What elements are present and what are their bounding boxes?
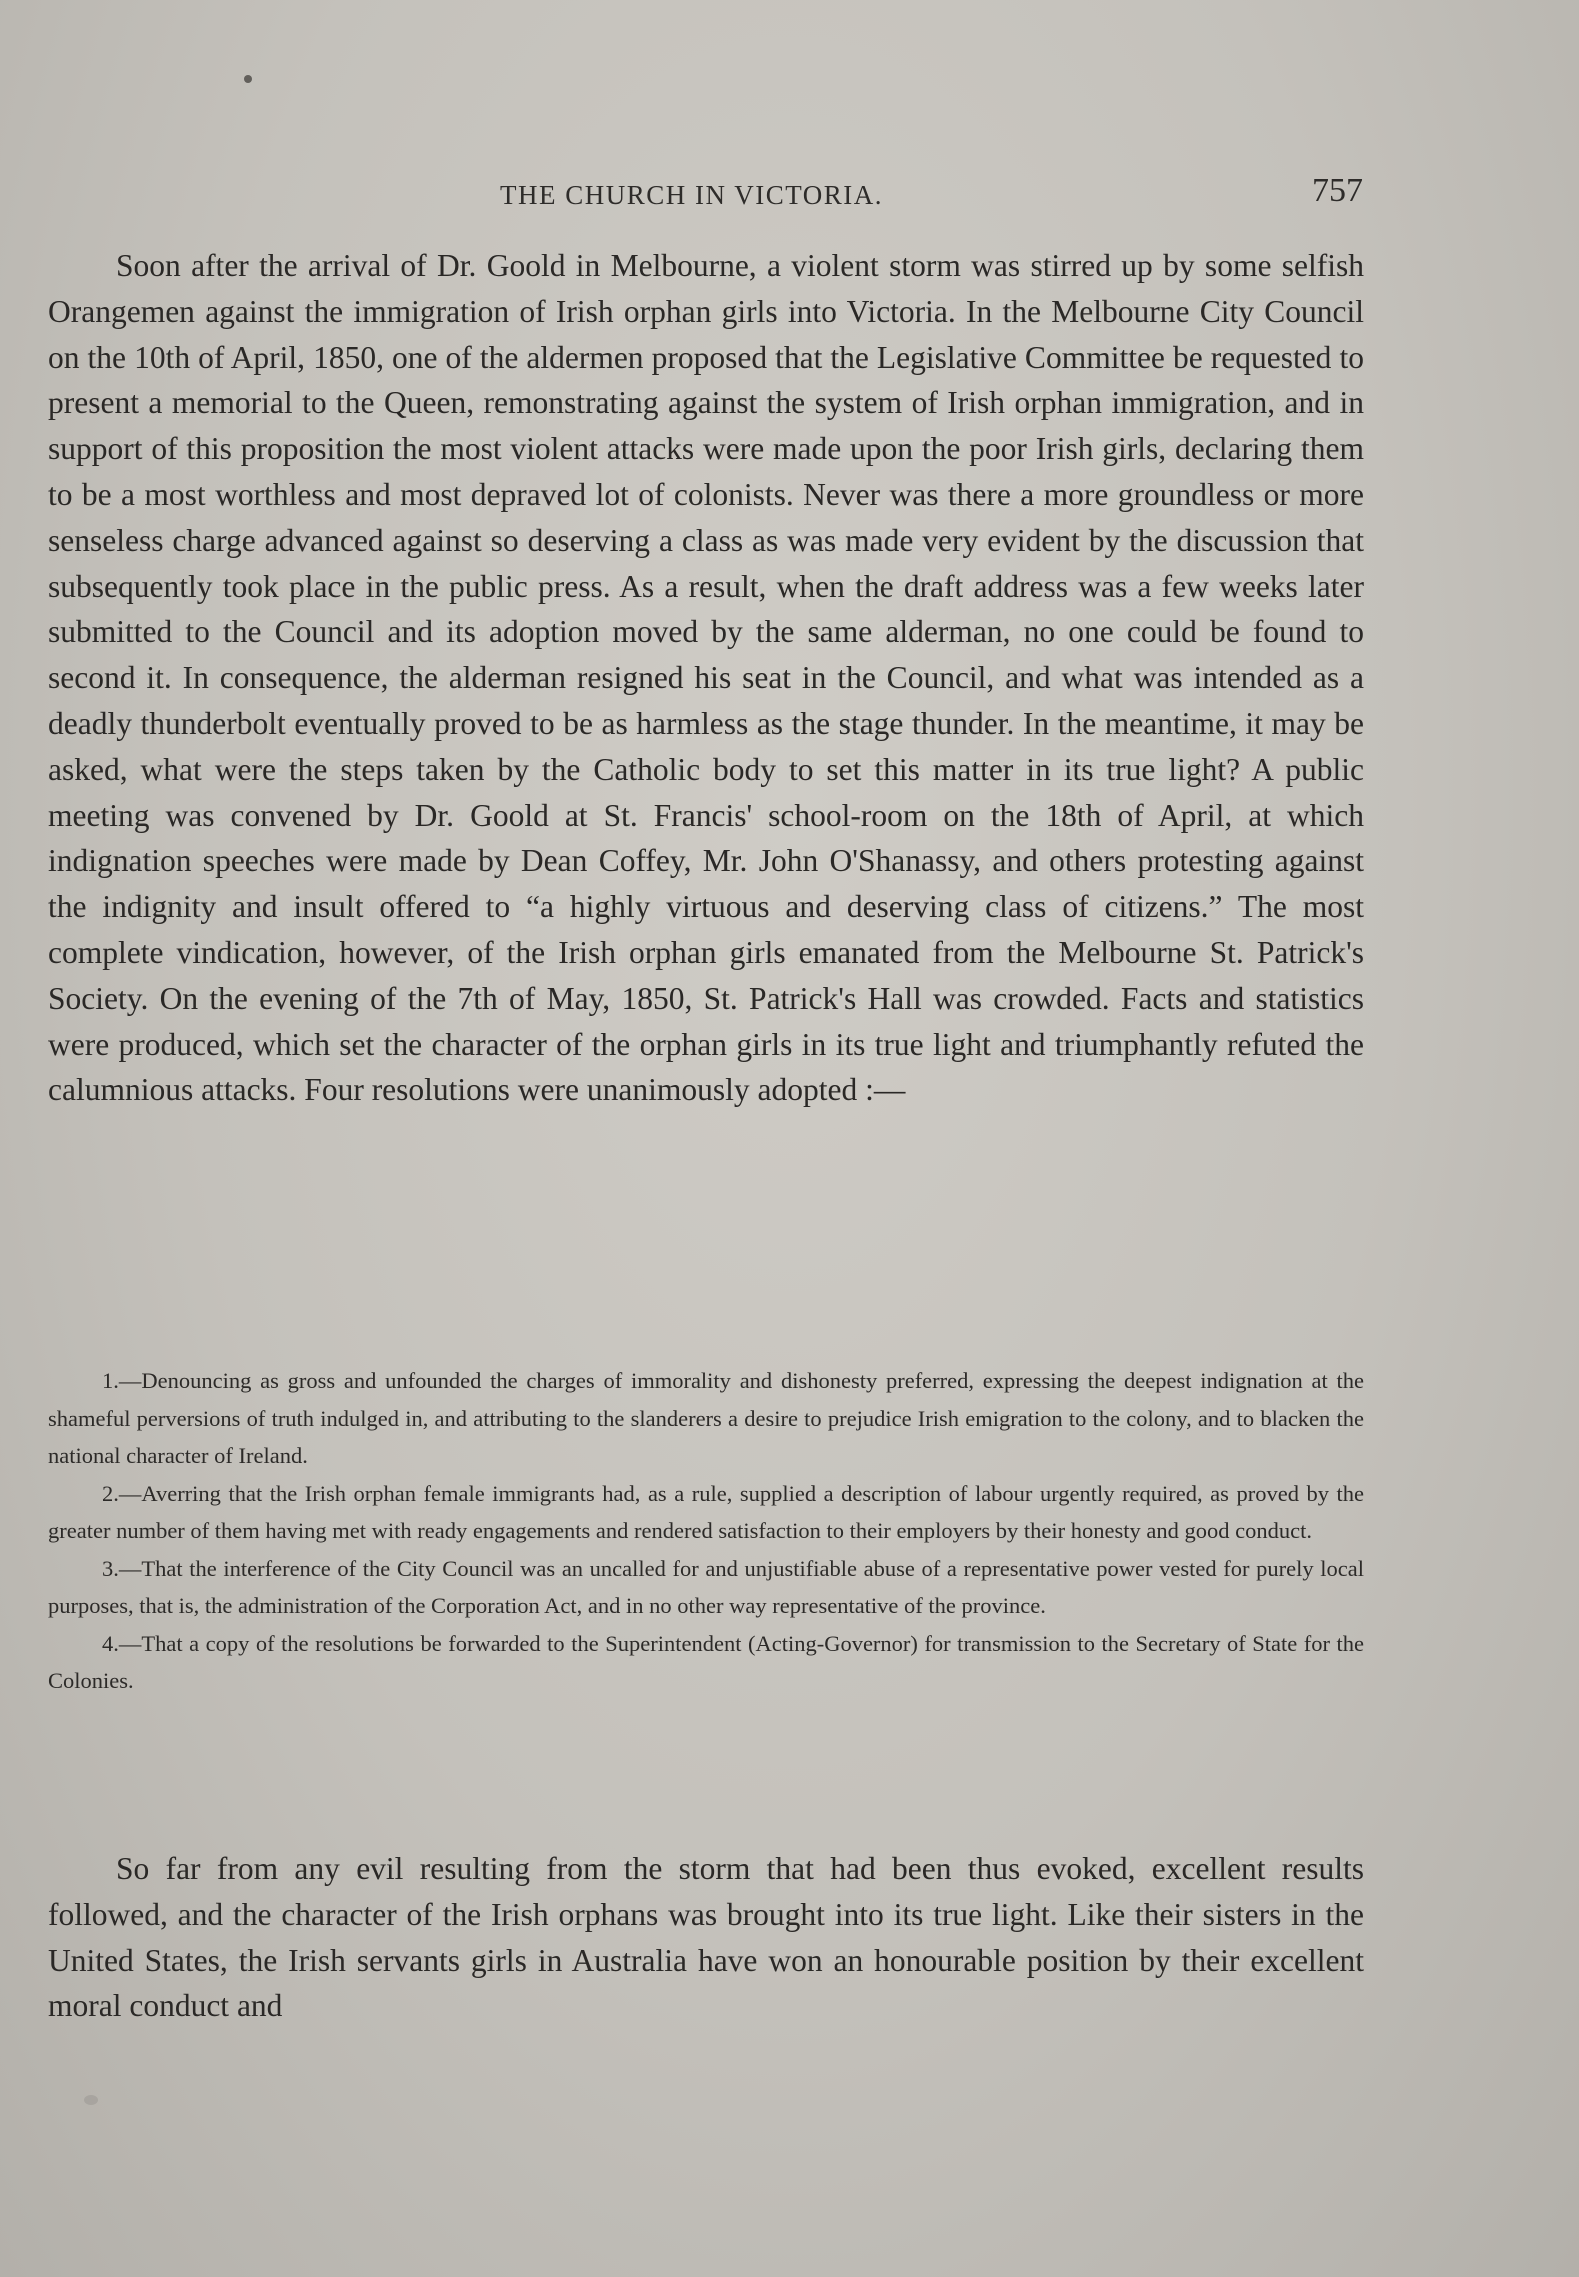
main-paragraph-block: [48, 243, 1364, 1113]
resolution-number: 1.: [102, 1368, 119, 1393]
page-number: 757: [1312, 172, 1363, 209]
resolution-item: [48, 1550, 1364, 1625]
resolution-text: —Averring that the Irish orphan female immigrants had, as a rule, supplied a description of labour urgently required, as proved by the greater number of them having met with ready engagements and rendered satisfaction to their employers by their honesty and good conduct.: [48, 1480, 1364, 1543]
resolution-item: [48, 1625, 1364, 1700]
resolution-number: 4.: [102, 1630, 119, 1656]
running-title: THE CHURCH IN VICTORIA.: [500, 180, 884, 210]
resolution-item: [48, 1475, 1364, 1550]
resolution-text: —That a copy of the resolutions be forwarded to the Superintendent (Acting-Governor) for transmission to the Secretary of State for the Colonies.: [48, 1630, 1364, 1693]
resolution-text: —That the interference of the City Council was an uncalled for and unjustifiable abuse of a representative power vested for purely local purposes, that is, the administration of the Corporation Act, and in no other way representative of the province.: [48, 1555, 1364, 1618]
ink-speck: [244, 75, 252, 83]
closing-paragraph: So far from any evil resulting from the storm that had been thus evoked, excellent results followed, and the character of the Irish orphans was brought into its true light. Like their sisters in the United States, the Irish servants girls in Australia have won an honourable position by their excellent moral conduct and: [48, 1851, 1364, 2024]
main-paragraph: Soon after the arrival of Dr. Goold in Melbourne, a violent storm was stirred up by some selfish Orangemen against the immigration of Irish orphan girls into Victoria. In the Melbourne City Council on the 10th of April, 1850, one of the aldermen proposed that the Legislative Committee be requested to present a memorial to the Queen, remonstrating against the system of Irish orphan immigration, and in support of this proposition the most violent attacks were made upon the poor Irish girls, declaring them to be a most worthless and most depraved lot of colonists. Never was there a more groundless or more senseless charge advanced against so deserving a class as was made very evident by the discussion that subsequently took place in the public press. As a result, when the draft address was a few weeks later submitted to the Council and its adoption moved by the same alderman, no one could be found to second it. In consequence, the alderman resigned his seat in the Council, and what was intended as a deadly thunderbolt eventually proved to be as harmless as the stage thunder. In the meantime, it may be asked, what were the steps taken by the Catholic body to set this matter in its true light? A public meeting was convened by Dr. Goold at St. Francis' school-room on the 18th of April, at which indignation speeches were made by Dean Coffey, Mr. John O'Shanassy, and others protesting against the indignity and insult offered to “a highly virtuous and deserving class of citizens.” The most complete vindication, however, of the Irish orphan girls emanated from the Melbourne St. Patrick's Society. On the evening of the 7th of May, 1850, St. Patrick's Hall was crowded. Facts and statistics were produced, which set the character of the orphan girls in its true light and triumphantly refuted the calumnious attacks. Four resolutions were unanimously adopted :—: [48, 248, 1364, 1108]
resolution-number: 2.: [102, 1480, 119, 1506]
resolution-item: [48, 1362, 1364, 1475]
resolution-number: 3.: [102, 1555, 119, 1581]
paper-blemish: [84, 2095, 98, 2105]
resolution-text: —Denouncing as gross and unfounded the charges of immorality and dishonesty preferred, expressing the deepest indignation at the shameful perversions of truth indulged in, and attributing to the slanderers a desire to prejudice Irish emigration to the colony, and to blacken the national character of Ireland.: [48, 1368, 1364, 1468]
closing-paragraph-block: [48, 1846, 1364, 2029]
running-head: [0, 172, 1579, 220]
resolutions-list: [48, 1362, 1364, 1700]
